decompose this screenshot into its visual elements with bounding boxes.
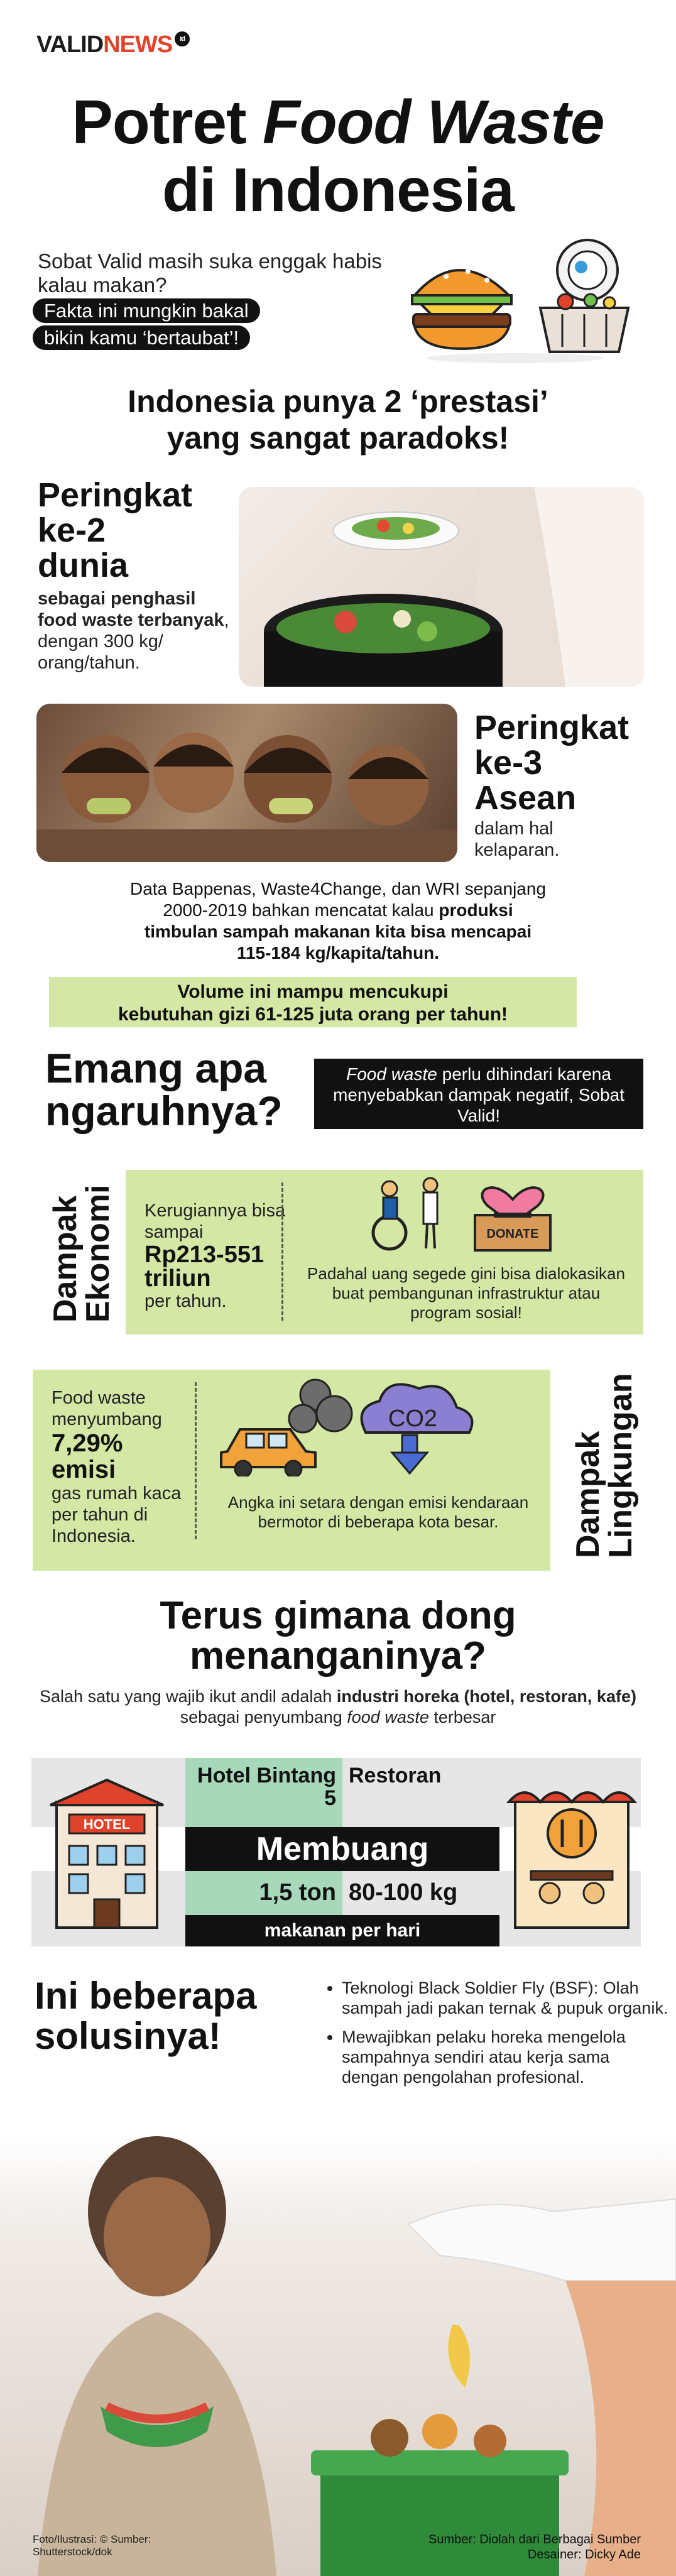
handling-heading: Terus gimana dong menanganinya? xyxy=(160,1594,516,1678)
donate-label: DONATE xyxy=(486,1227,539,1241)
hunger-children-photo xyxy=(36,704,457,862)
econ-panel xyxy=(126,1170,643,1334)
hotel-building-icon xyxy=(44,1777,170,1934)
rank-2-world: Peringkat ke-2 dunia sebagai penghasil food waste terbanyak, dengan 300 kg/ orang/tahun. xyxy=(38,476,229,673)
bottom-photo xyxy=(0,2136,676,2576)
restoran-label: Restoran xyxy=(349,1764,442,1787)
donate-box-icon xyxy=(469,1171,557,1253)
impact-heading: Emang apa ngaruhnya? xyxy=(45,1045,283,1134)
solution-item: • Mewajibkan pelaku horeka mengelola sampahnya sendiri atau kerja sama dengan pengolahan profesional. xyxy=(342,2027,668,2087)
econ-note: Padahal uang segede gini bisa dialokasikan buat pembangunan infrastruktur atau program sosial! xyxy=(307,1264,625,1322)
volume-banner: Volume ini mampu mencukupi kebutuhan gizi 61-125 juta orang per tahun! xyxy=(49,977,577,1027)
source-credit: Sumber: Diolah dari Berbagai Sumber Desainer: Dicky Ade xyxy=(428,2533,641,2562)
trash-bin-illustration xyxy=(239,487,644,687)
solutions-list xyxy=(327,1978,668,2087)
brand-logo: VALIDNEWS id xyxy=(36,31,190,58)
impact-note: Food waste perlu dihindari karena menyebabkan dampak negatif, Sobat Valid! xyxy=(314,1059,643,1129)
data-source-text: Data Bappenas, Waste4Change, dan WRI sepanjang 2000-2019 bahkan mencatat kalau produksi timbulan sampah makanan kita bisa mencapai 115-184 kg/kapita/tahun. xyxy=(129,879,547,963)
env-stat: Food waste menyumbang 7,29% emisi gas rumah kaca per tahun di Indonesia. xyxy=(52,1388,182,1546)
child-and-bin-illustration xyxy=(0,2136,676,2576)
env-panel xyxy=(33,1370,550,1571)
children-illustration xyxy=(36,704,457,862)
paradox-heading: Indonesia punya 2 ‘prestasi’ yang sangat paradoks! xyxy=(128,384,548,456)
photo-credit: Foto/Ilustrasi: © Sumber: Shutterstock/dok xyxy=(33,2533,151,2558)
restoran-value: 80-100 kg xyxy=(349,1879,458,1906)
car-emission-icon xyxy=(215,1370,479,1476)
intro-pills: Fakta ini mungkin bakal bikin kamu ‘bertaubat’! xyxy=(33,298,260,350)
hotel-sign: HOTEL xyxy=(83,1816,131,1832)
intro-text: Sobat Valid masih suka enggak habis kalau makan? xyxy=(38,249,382,297)
econ-stat: Kerugiannya bisa sampai Rp213-551 triliun per tahun. xyxy=(144,1201,286,1311)
co2-label: CO2 xyxy=(388,1405,438,1432)
per-day-label: makanan per hari xyxy=(185,1915,499,1946)
hotel-label: Hotel Bintang 5 xyxy=(197,1764,336,1810)
econ-divider xyxy=(281,1182,283,1321)
food-waste-photo xyxy=(239,487,644,687)
wheelchair-icon xyxy=(364,1176,452,1252)
page-title: Potret Food Waste di Indonesia xyxy=(72,87,604,224)
env-note: Angka ini setara dengan emisi kendaraan bermotor di beberapa kota besar. xyxy=(227,1493,529,1531)
rank-3-asean: Peringkat ke-3 Asean dalam hal kelaparan. xyxy=(474,709,630,860)
env-divider xyxy=(195,1382,197,1539)
burger-plate-icon xyxy=(408,239,635,364)
solution-item: • Teknologi Black Soldier Fly (BSF): Olah sampah jadi pakan ternak & pupuk organik. xyxy=(342,1978,668,2018)
econ-label: Dampak Ekonomi xyxy=(47,1184,116,1323)
restaurant-icon xyxy=(506,1764,638,1934)
horeka-panel xyxy=(31,1758,641,1946)
membuang-label: Membuang xyxy=(185,1827,499,1871)
hotel-value: 1,5 ton xyxy=(259,1879,336,1906)
handling-text: Salah satu yang wajib ikut andil adalah industri horeka (hotel, restoran, kafe) sebagai penyumbang food waste terbesar xyxy=(40,1687,636,1727)
env-label: Dampak Lingkungan xyxy=(570,1373,639,1558)
solutions-heading: Ini beberapa solusinya! xyxy=(35,1975,257,2057)
